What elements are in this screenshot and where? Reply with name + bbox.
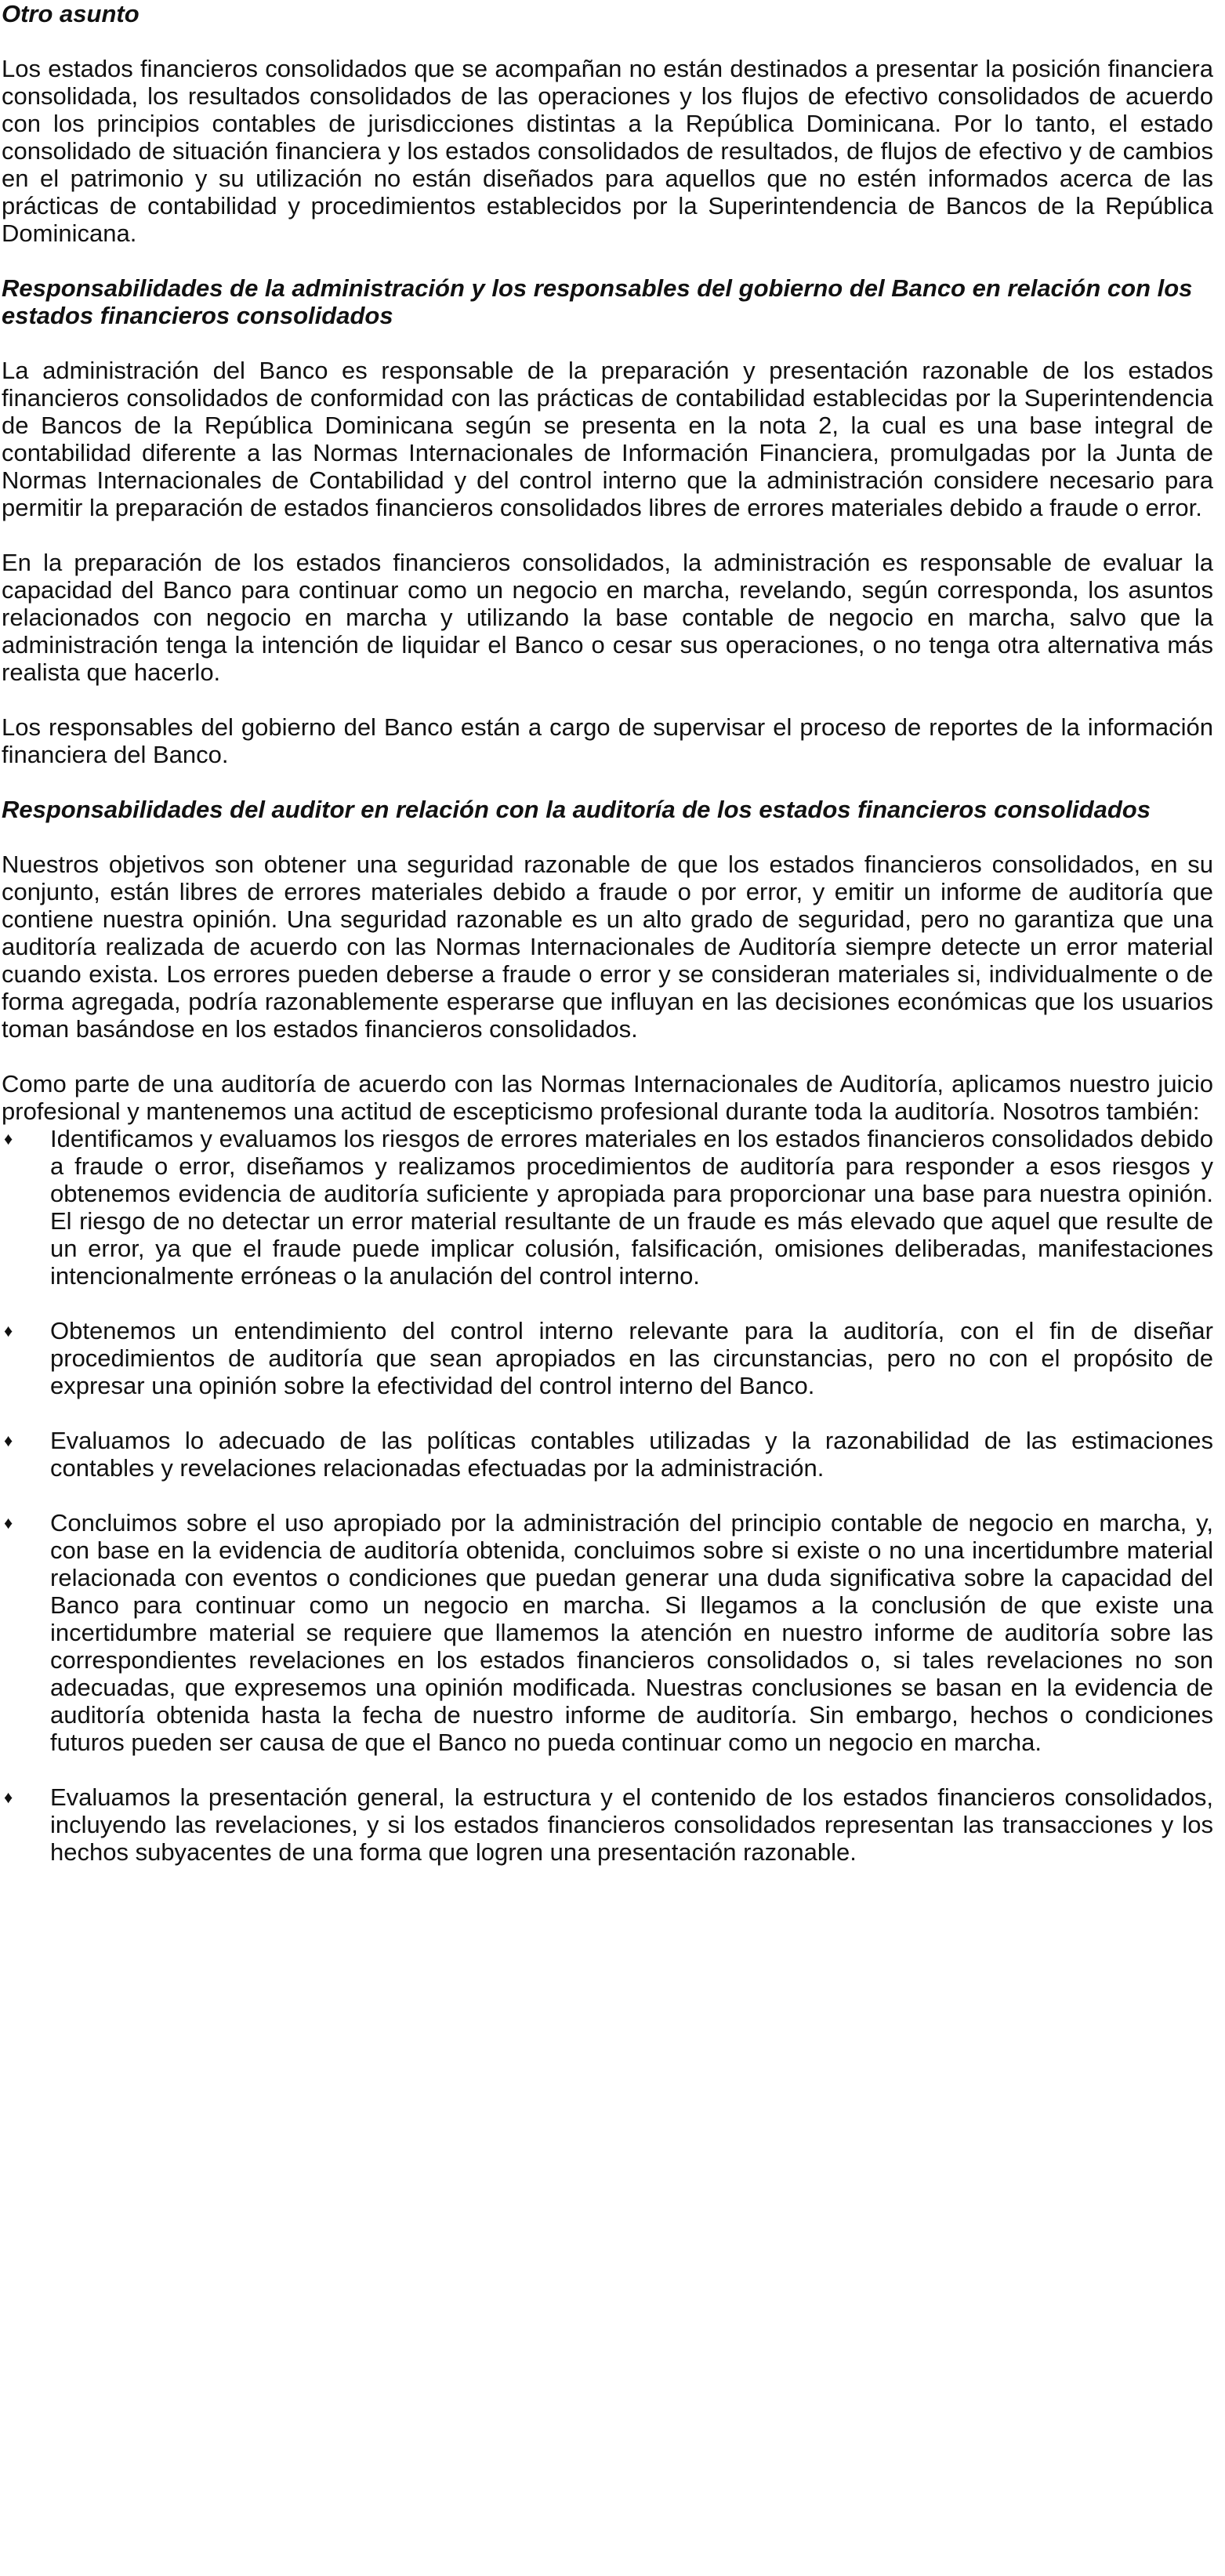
list-item (2, 1427, 1213, 1482)
list-item-text: Concluimos sobre el uso apropiado por la administración del principio contable de negocio en marcha, y, con base en la evidencia de auditoría obtenida, concluimos sobre si existe o no una incertidumbre material relacionada con eventos o condiciones que puedan generar una duda significativa sobre la capacidad del Banco para continuar como un negocio en marcha. Si llegamos a la conclusión de que existe una incertidumbre material se requiere que llamemos la atención en nuestro informe de auditoría sobre las correspondientes revelaciones en los estados financieros consolidados o, si tales revelaciones no son adecuadas, que expresemos una opinión modificada. Nuestras conclusiones se basan en la evidencia de auditoría obtenida hasta la fecha de nuestro informe de auditoría. Sin embargo, hechos o condiciones futuros pueden ser causa de que el Banco no pueda continuar como un negocio en marcha. (50, 1509, 1213, 1756)
list-item-text: Evaluamos la presentación general, la estructura y el contenido de los estados financieros consolidados, incluyendo las revelaciones, y si los estados financieros consolidados representan las transacciones y los hechos subyacentes de una forma que logren una presentación razonable. (50, 1783, 1213, 1866)
list-item (2, 1125, 1213, 1290)
paragraph-resp-auditor-2: Como parte de una auditoría de acuerdo con las Normas Internacionales de Auditoría, aplicamos nuestro juicio profesional y mantenemos una actitud de escepticismo profesional durante toda la auditoría. Nosotros también: (2, 1070, 1213, 1125)
diamond-bullet-icon: ♦ (4, 1513, 13, 1533)
list-item-text: Identificamos y evaluamos los riesgos de errores materiales en los estados financieros consolidados debido a fraude o error, diseñamos y realizamos procedimientos de auditoría para responder a esos riesgos y obtenemos evidencia de auditoría suficiente y apropiada para proporcionar una base para nuestra opinión. El riesgo de no detectar un error material resultante de un fraude es más elevado que aquel que resulte de un error, ya que el fraude puede implicar colusión, falsificación, omisiones deliberadas, manifestaciones intencionalmente erróneas o la anulación del control interno. (50, 1125, 1213, 1290)
diamond-bullet-icon: ♦ (4, 1129, 13, 1148)
list-item (2, 1783, 1213, 1866)
auditor-procedures-list (2, 1125, 1213, 1866)
list-item (2, 1509, 1213, 1756)
diamond-bullet-icon: ♦ (4, 1321, 13, 1341)
paragraph-resp-administracion-2: En la preparación de los estados financieros consolidados, la administración es responsable de evaluar la capacidad del Banco para continuar como un negocio en marcha, revelando, según corresponda, los asuntos relacionados con negocio en marcha y utilizando la base contable de negocio en marcha, salvo que la administración tenga la intención de liquidar el Banco o cesar sus operaciones, o no tenga otra alternativa más realista que hacerlo. (2, 549, 1213, 686)
heading-resp-auditor: Responsabilidades del auditor en relación con la auditoría de los estados financieros consolidados (2, 796, 1151, 823)
list-item-text: Obtenemos un entendimiento del control interno relevante para la auditoría, con el fin de diseñar procedimientos de auditoría que sean apropiados en las circunstancias, pero no con el propósito de expresar una opinión sobre la efectividad del control interno del Banco. (50, 1317, 1213, 1399)
diamond-bullet-icon: ♦ (4, 1431, 13, 1450)
paragraph-otro-asunto: Los estados financieros consolidados que se acompañan no están destinados a presentar la posición financiera consolidada, los resultados consolidados de las operaciones y los flujos de efectivo consolidados de acuerdo con los principios contables de jurisdicciones distintas a la República Dominicana. Por lo tanto, el estado consolidado de situación financiera y los estados consolidados de resultados, de flujos de efectivo y de cambios en el patrimonio y su utilización no están diseñados para aquellos que no estén informados acerca de las prácticas de contabilidad y procedimientos establecidos por la Superintendencia de Bancos de la República Dominicana. (2, 55, 1213, 247)
paragraph-resp-administracion-1: La administración del Banco es responsable de la preparación y presentación razonable de los estados financieros consolidados de conformidad con las prácticas de contabilidad establecidas por la Superintendencia de Bancos de la República Dominicana según se presenta en la nota 2, la cual es una base integral de contabilidad diferente a las Normas Internacionales de Información Financiera, promulgadas por la Junta de Normas Internacionales de Contabilidad y del control interno que la administración considere necesario para permitir la preparación de estados financieros consolidados libres de errores materiales debido a fraude o error. (2, 357, 1213, 521)
heading-otro-asunto: Otro asunto (2, 0, 140, 27)
diamond-bullet-icon: ♦ (4, 1787, 13, 1807)
paragraph-resp-auditor-1: Nuestros objetivos son obtener una seguridad razonable de que los estados financieros consolidados, en su conjunto, están libres de errores materiales debido a fraude o por error, y emitir un informe de auditoría que contiene nuestra opinión. Una seguridad razonable es un alto grado de seguridad, pero no garantiza que una auditoría realizada de acuerdo con las Normas Internacionales de Auditoría siempre detecte un error material cuando exista. Los errores pueden deberse a fraude o error y se consideran materiales si, individualmente o de forma agregada, podría razonablemente esperarse que influyan en las decisiones económicas que los usuarios toman basándose en los estados financieros consolidados. (2, 851, 1213, 1043)
list-item-text: Evaluamos lo adecuado de las políticas contables utilizadas y la razonabilidad de las estimaciones contables y revelaciones relacionadas efectuadas por la administración. (50, 1427, 1213, 1482)
list-item (2, 1317, 1213, 1399)
heading-resp-administracion: Responsabilidades de la administración y los responsables del gobierno del Banco en relación con los estados financieros consolidados (2, 274, 1193, 329)
paragraph-resp-administracion-3: Los responsables del gobierno del Banco están a cargo de supervisar el proceso de reportes de la información financiera del Banco. (2, 713, 1213, 768)
